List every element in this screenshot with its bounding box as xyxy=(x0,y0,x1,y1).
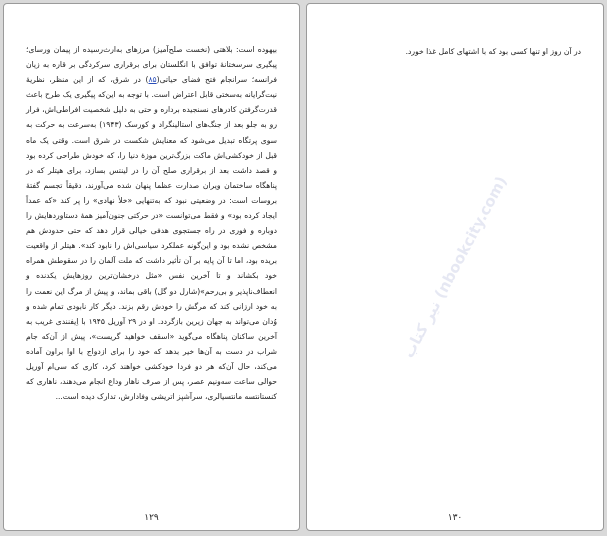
left-page xyxy=(3,3,300,531)
footnote-link[interactable]: ۸۵ xyxy=(148,75,157,85)
watermark-text: نیر کتاب (nbookcity.com) xyxy=(399,173,511,361)
left-page-body xyxy=(26,42,277,404)
body-paragraph: در آن روز او تنها کسی بود که با اشتهای کامل غذا خورد. xyxy=(405,47,581,56)
body-paragraph xyxy=(26,42,277,404)
page-number-right: ۱۳۰ xyxy=(447,513,463,523)
page-number-left: ۱۲۹ xyxy=(144,513,159,523)
paragraph-text-before-footnote: بیهوده است: بلاهتی (نخست صلح‌آمیز) مرزهای به‌ارث‌رسیده از پیمان ورسای؛ پیگیری سرسختانهٔ توافق با انگلستان برای برقراری سرکردگی بر قاره به زیان فرانسه؛ سرانجام فتح فضای حیاتی( xyxy=(26,45,278,85)
right-page xyxy=(306,3,604,531)
watermark xyxy=(307,4,603,530)
right-page-body xyxy=(329,44,581,59)
paragraph-text-after-footnote: ) در شرق، که از این منظر، نظریهٔ نیت‌گرایانه به‌سختی قابل اعتراض است. با توجه به این‌که پیگیری یک طرح باعث قدرت‌گرفتن کادرهای نسنجیده برداره و حتی به دلیل شخصیت افراطی‌اش، فرار رو به جلو بعد از جنگ‌های استالینگراد و کورسک (۱۹۴۳) به‌سرعت به حرکت به سوی پرتگاه تبدیل می‌شود که معنایش شکست در شرق است. وقتی یک ماه قبل از خودکشی‌اش ماکت بزرگ‌ترین موزهٔ دنیا را، که خودش طراحی کرده بود و قصد داشت بعد از برقراری صلح آن را در لینتس بسازد، برای هیتلر که در پناهگاه ساختمان ویران صدارت عظما پنهان شده می‌آورند، دقیقاً تجسم گفتهٔ بروسات است: در وضعیتی نبود که به‌تنهایی «خلأ نهادی» را پر کند «که عمداً ایجاد کرده بود» و فقط می‌توانست «در حرکتی جنون‌آمیز همهٔ دستاوردهایش را دوباره و فوری در راه جستجوی هدفی خیالی قرار دهد که حتی حدودش هم مشخص نشده بود و این‌گونه عملکرد سیاسی‌اش را نابود کند». هیتلر از واقعیت بریده بود، اما تا آن پایه بر آن تأثیر داشت که ملت آلمان را در سقوطش همراه خود بکشاند و تا آخرین نفس «مثل درخشان‌ترین روزهایش یکدنده و انعطاف‌ناپذیر و بی‌رحم»(شارل دو گل) باقی بماند، و پیش از مرگ این نعمت را به خود ارزانی کند که مرگش را خودش رقم بزند. دیگر کار نابودی تمام شده و وُدان می‌تواند به جهان زیرین بازگردد. او در ۲۹ آوریل ۱۹۴۵ با اِیفنندی غریب به آخرین ساکنان پناهگاه می‌گوید «اسقف خواهید گریست»، پیش از آن‌که جام شراب در دست به آن‌ها خیر بدهد که خود را برای ازدواج با اوا براون آماده می‌کند، حال آن‌که هر دو فردا خودکشی خواهند کرد، کاری که سی‌ام آوریل حوالی ساعت سه‌ونیم عصر، پس از صرف ناهار وداع انجام می‌دهند، ناهاری که کنستانتسه مانتسیالری، سرآشپز اتریشی وفادارش، تدارک دیده است... xyxy=(26,75,278,402)
